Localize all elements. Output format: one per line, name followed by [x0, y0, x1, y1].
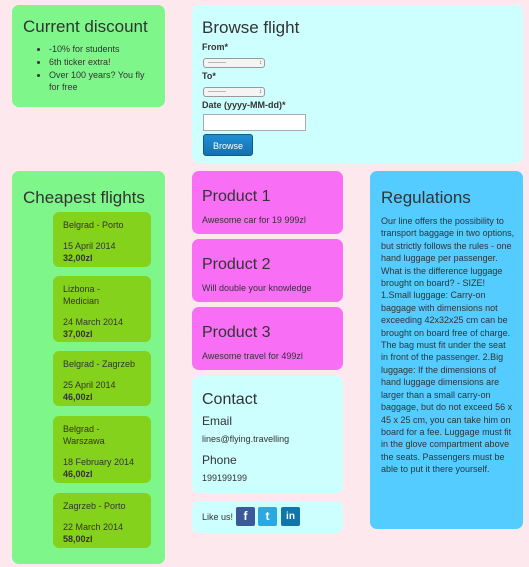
- regulations-title: Regulations: [381, 188, 471, 207]
- flight-price: 37,00zl: [63, 329, 93, 339]
- flight-price: 32,00zl: [63, 253, 93, 263]
- flight-route: Belgrad - Zagrzeb: [63, 359, 136, 369]
- to-label: To*: [202, 71, 216, 81]
- linkedin-icon[interactable]: in: [281, 507, 300, 526]
- browse-button[interactable]: Browse: [203, 134, 253, 156]
- flight-route: Lizbona - Medician: [63, 284, 101, 306]
- flight-price: 46,00zl: [63, 469, 93, 479]
- flight-date: 24 March 2014: [63, 317, 124, 327]
- contact-title: Contact: [202, 391, 258, 408]
- from-select-value: ---------: [208, 60, 226, 66]
- discount-item: • -10% for students: [49, 43, 155, 55]
- date-label: Date (yyyy-MM-dd)*: [202, 100, 286, 110]
- flight-card[interactable]: [53, 351, 151, 406]
- to-select[interactable]: [203, 87, 265, 97]
- regulations-panel: [370, 171, 523, 529]
- browse-flight-panel: [192, 5, 523, 163]
- flight-price: 58,00zl: [63, 534, 93, 544]
- product-description: Will double your knowledge: [202, 283, 312, 293]
- cheapest-title: Cheapest flights: [23, 188, 145, 207]
- current-discount-panel: [12, 5, 165, 107]
- like-us-label: Like us!: [202, 512, 234, 522]
- regulations-text: Our line offers the possibility to transport baggage in two options, but strictly follows the rules - one hand luggage per passenger. What is the difference luggage brought on board? - SIZE! 1.Small luggage: Carry-on baggage with dimensions not exceeding 42x32x25 cm can be brought on board free of charge. The bag must fit under the seat in front of the passenger. 2.Big luggage: If the dimensions of hand luggage dimensions are larger than a small carry-on baggage, but do not exceed 56 x 45 x 25 cm, you can take him on board for a fee. Luggage must fit in the glove compartment above the seats. Passengers must be able to put it there yourself.: [381, 216, 515, 475]
- product-description: Awesome car for 19 999zl: [202, 215, 306, 225]
- social-panel: [192, 501, 343, 533]
- discount-title: Current discount: [23, 17, 148, 36]
- product-card-2[interactable]: [192, 239, 343, 302]
- product-title: Product 3: [202, 324, 271, 341]
- cheapest-flights-panel: [12, 171, 165, 564]
- flight-card[interactable]: [53, 416, 151, 483]
- flight-date: 18 February 2014: [63, 457, 135, 467]
- flight-route: Zagrzeb - Porto: [63, 501, 126, 511]
- product-card-3[interactable]: [192, 307, 343, 370]
- flight-date: 15 April 2014: [63, 241, 116, 251]
- flight-card[interactable]: [53, 493, 151, 548]
- phone-label: Phone: [202, 453, 237, 467]
- flight-route: Belgrad - Warszawa: [63, 424, 105, 446]
- contact-panel: [192, 376, 343, 493]
- flight-date: 25 April 2014: [63, 380, 116, 390]
- email-label: Email: [202, 414, 233, 428]
- discount-list: [23, 43, 155, 93]
- flight-card[interactable]: [53, 212, 151, 267]
- product-title: Product 1: [202, 188, 271, 205]
- select-arrows-icon: ↕: [259, 89, 262, 95]
- product-title: Product 2: [202, 256, 271, 273]
- twitter-icon[interactable]: t: [258, 507, 277, 526]
- from-select[interactable]: [203, 58, 265, 68]
- from-label: From*: [202, 42, 229, 52]
- discount-item: • 6th ticker extra!: [49, 56, 155, 68]
- select-arrows-icon: ↕: [259, 60, 262, 66]
- phone-value: 199199199: [202, 473, 248, 483]
- flight-card[interactable]: [53, 276, 151, 342]
- browse-title: Browse flight: [202, 18, 300, 37]
- facebook-icon[interactable]: f: [236, 507, 255, 526]
- product-card-1[interactable]: [192, 171, 343, 234]
- flight-date: 22 March 2014: [63, 522, 124, 532]
- date-input[interactable]: [203, 114, 306, 131]
- to-select-value: ---------: [208, 89, 226, 95]
- email-value[interactable]: lines@flying.travelling: [202, 434, 290, 444]
- flight-price: 46,00zl: [63, 392, 93, 402]
- flight-route: Belgrad - Porto: [63, 220, 124, 230]
- discount-item: • Over 100 years? You fly for free: [49, 69, 155, 93]
- product-description: Awesome travel for 499zl: [202, 351, 303, 361]
